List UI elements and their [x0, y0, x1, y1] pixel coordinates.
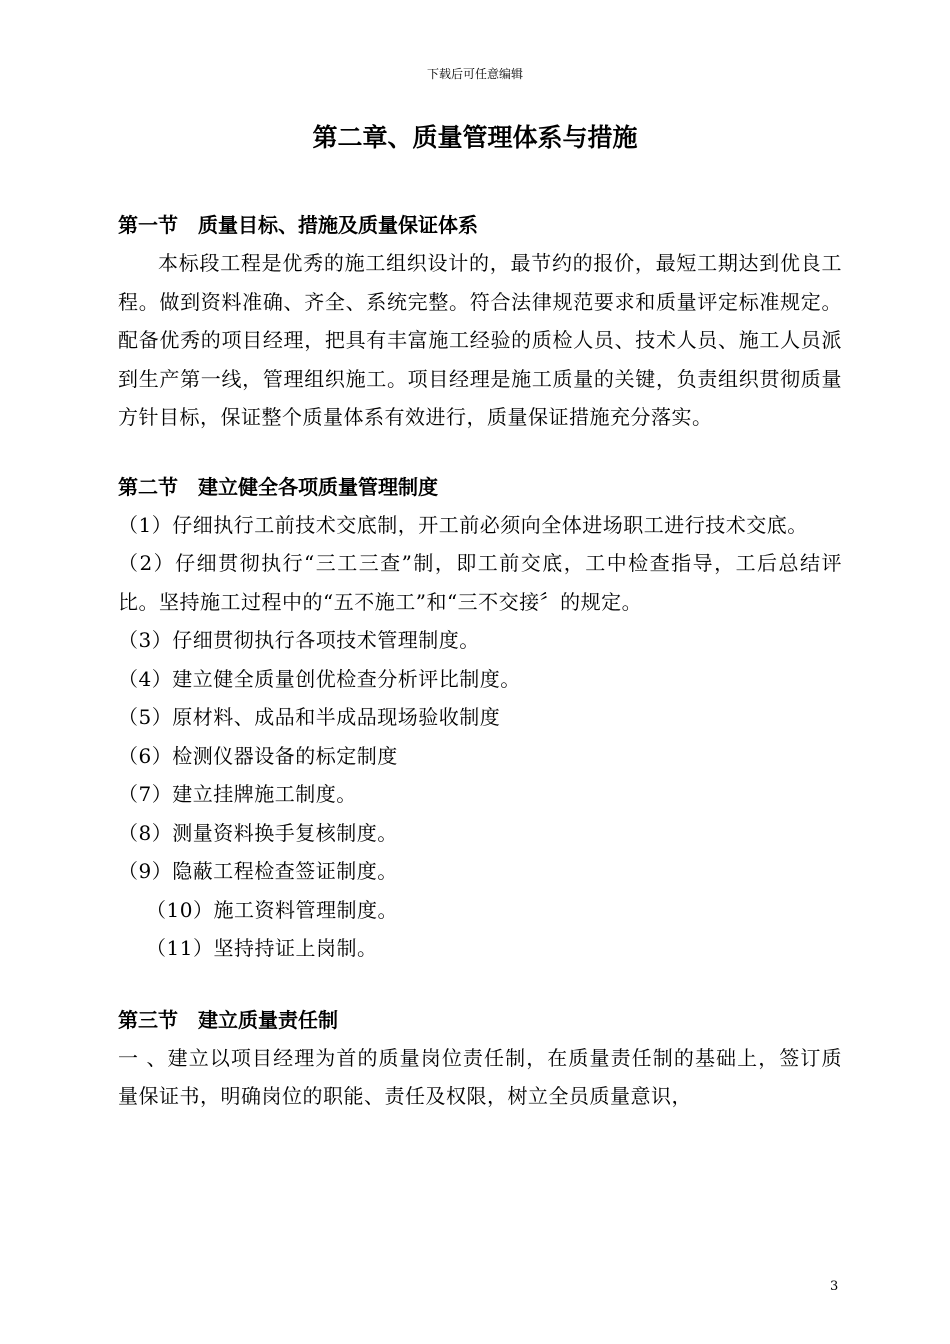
section-2-heading: 第二节 建立健全各项质量管理制度 — [118, 474, 438, 499]
list-item: （3）仔细贯彻执行各项技术管理制度。 — [118, 628, 480, 652]
page-header-note: 下载后可任意编辑 — [426, 67, 523, 81]
list-item: （8）测量资料换手复核制度。 — [118, 820, 398, 845]
list-item: （5）原材料、成品和半成品现场验收制度 — [118, 705, 501, 729]
list-item: （1）仔细执行工前技术交底制，开工前必须向全体进场职工进行技术交底。 — [118, 512, 808, 537]
list-item: （7）建立挂牌施工制度。 — [118, 782, 357, 806]
section-3-paragraph: 一 、建立以项目经理为首的质量岗位责任制，在质量责任制的基础上，签订质量保证书，明确岗位的职能、责任及权限，树立全员质量意识， — [118, 1045, 842, 1108]
page-number: 3 — [830, 1279, 839, 1294]
list-item: （2）仔细贯彻执行“三工三查”制，即工前交底，工中检查指导，工后总结评比。坚持施工过程中的“五不施工”和“三不交接〞的规定。 — [118, 551, 842, 614]
section-3-heading: 第三节 建立质量责任制 — [118, 1007, 338, 1032]
section-1-paragraph: 本标段工程是优秀的施工组织设计的，最节约的报价，最短工期达到优良工程。做到资料准确、齐全、系统完整。符合法律规范要求和质量评定标准规定。配备优秀的项目经理，把具有丰富施工经验的质检人员、技术人员、施工人员派到生产第一线，管理组织施工。项目经理是施工质量的关键，负责组织贯彻质量方针目标，保证整个质量体系有效进行，质量保证措施充分落实。 — [118, 251, 842, 429]
document-body — [118, 207, 842, 1116]
list-item: （4）建立健全质量创优检查分析评比制度。 — [118, 666, 521, 691]
list-item: （11）坚持持证上岗制。 — [146, 936, 378, 960]
list-item: （9）隐蔽工程检查签证制度。 — [118, 859, 398, 883]
section-1-heading: 第一节 质量目标、措施及质量保证体系 — [118, 213, 478, 237]
spacer — [118, 968, 842, 1002]
list-item: （10）施工资料管理制度。 — [146, 897, 398, 922]
spacer — [118, 437, 842, 469]
list-item: （6）检测仪器设备的标定制度 — [118, 743, 398, 768]
chapter-title: 第二章、质量管理体系与措施 — [312, 123, 638, 152]
